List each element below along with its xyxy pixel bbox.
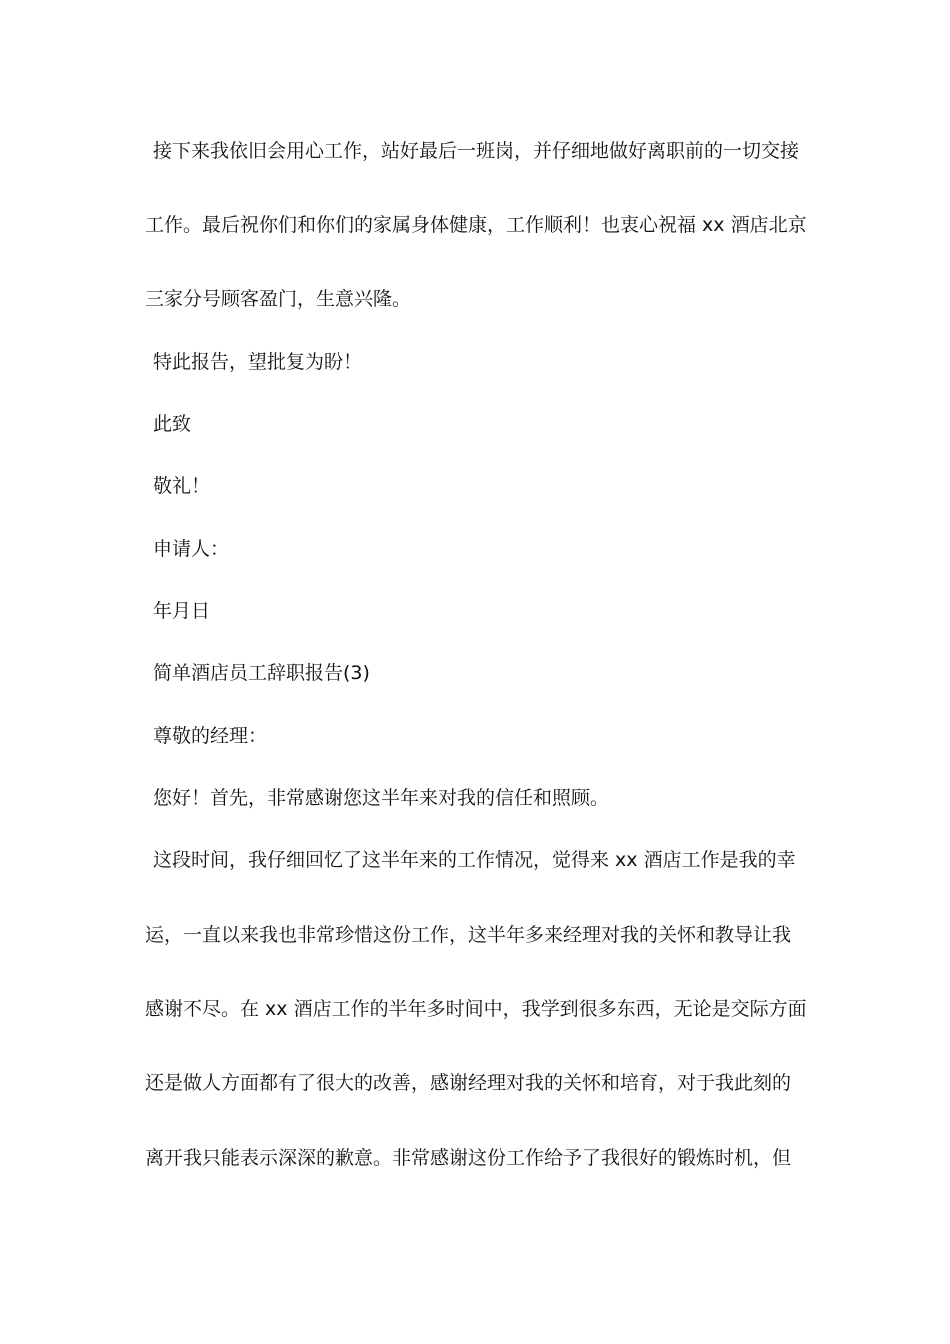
paragraph-line: 离开我只能表示深深的歉意。非常感谢这份工作给予了我很好的锻炼时机，但 (145, 1147, 792, 1169)
paragraph-line: 接下来我依旧会用心工作，站好最后一班岗，并仔细地做好离职前的一切交接 (153, 140, 800, 162)
section-title: 简单酒店员工辞职报告(3) (153, 662, 370, 684)
paragraph-line: 这段时间，我仔细回忆了这半年来的工作情况，觉得来 xx 酒店工作是我的幸 (153, 849, 796, 871)
paragraph-line: 三家分号顾客盈门，生意兴隆。 (145, 288, 412, 310)
paragraph-line: 您好！首先，非常感谢您这半年来对我的信任和照顾。 (153, 787, 610, 809)
paragraph-line: 还是做人方面都有了很大的改善，感谢经理对我的关怀和培育，对于我此刻的 (145, 1072, 792, 1094)
date-label: 年月日 (153, 600, 211, 622)
greeting-line: 尊敬的经理： (153, 725, 268, 747)
salutation-line: 此致 (153, 413, 192, 435)
salutation-line: 敬礼！ (153, 475, 211, 497)
applicant-label: 申请人： (153, 538, 230, 560)
paragraph-line: 运，一直以来我也非常珍惜这份工作，这半年多来经理对我的关怀和教导让我 (145, 924, 792, 946)
paragraph-line: 工作。最后祝你们和你们的家属身体健康，工作顺利！也衷心祝福 xx 酒店北京 (145, 214, 807, 236)
paragraph-line: 感谢不尽。在 xx 酒店工作的半年多时间中，我学到很多东西，无论是交际方面 (145, 998, 807, 1020)
closing-request-line: 特此报告，望批复为盼！ (153, 351, 363, 373)
